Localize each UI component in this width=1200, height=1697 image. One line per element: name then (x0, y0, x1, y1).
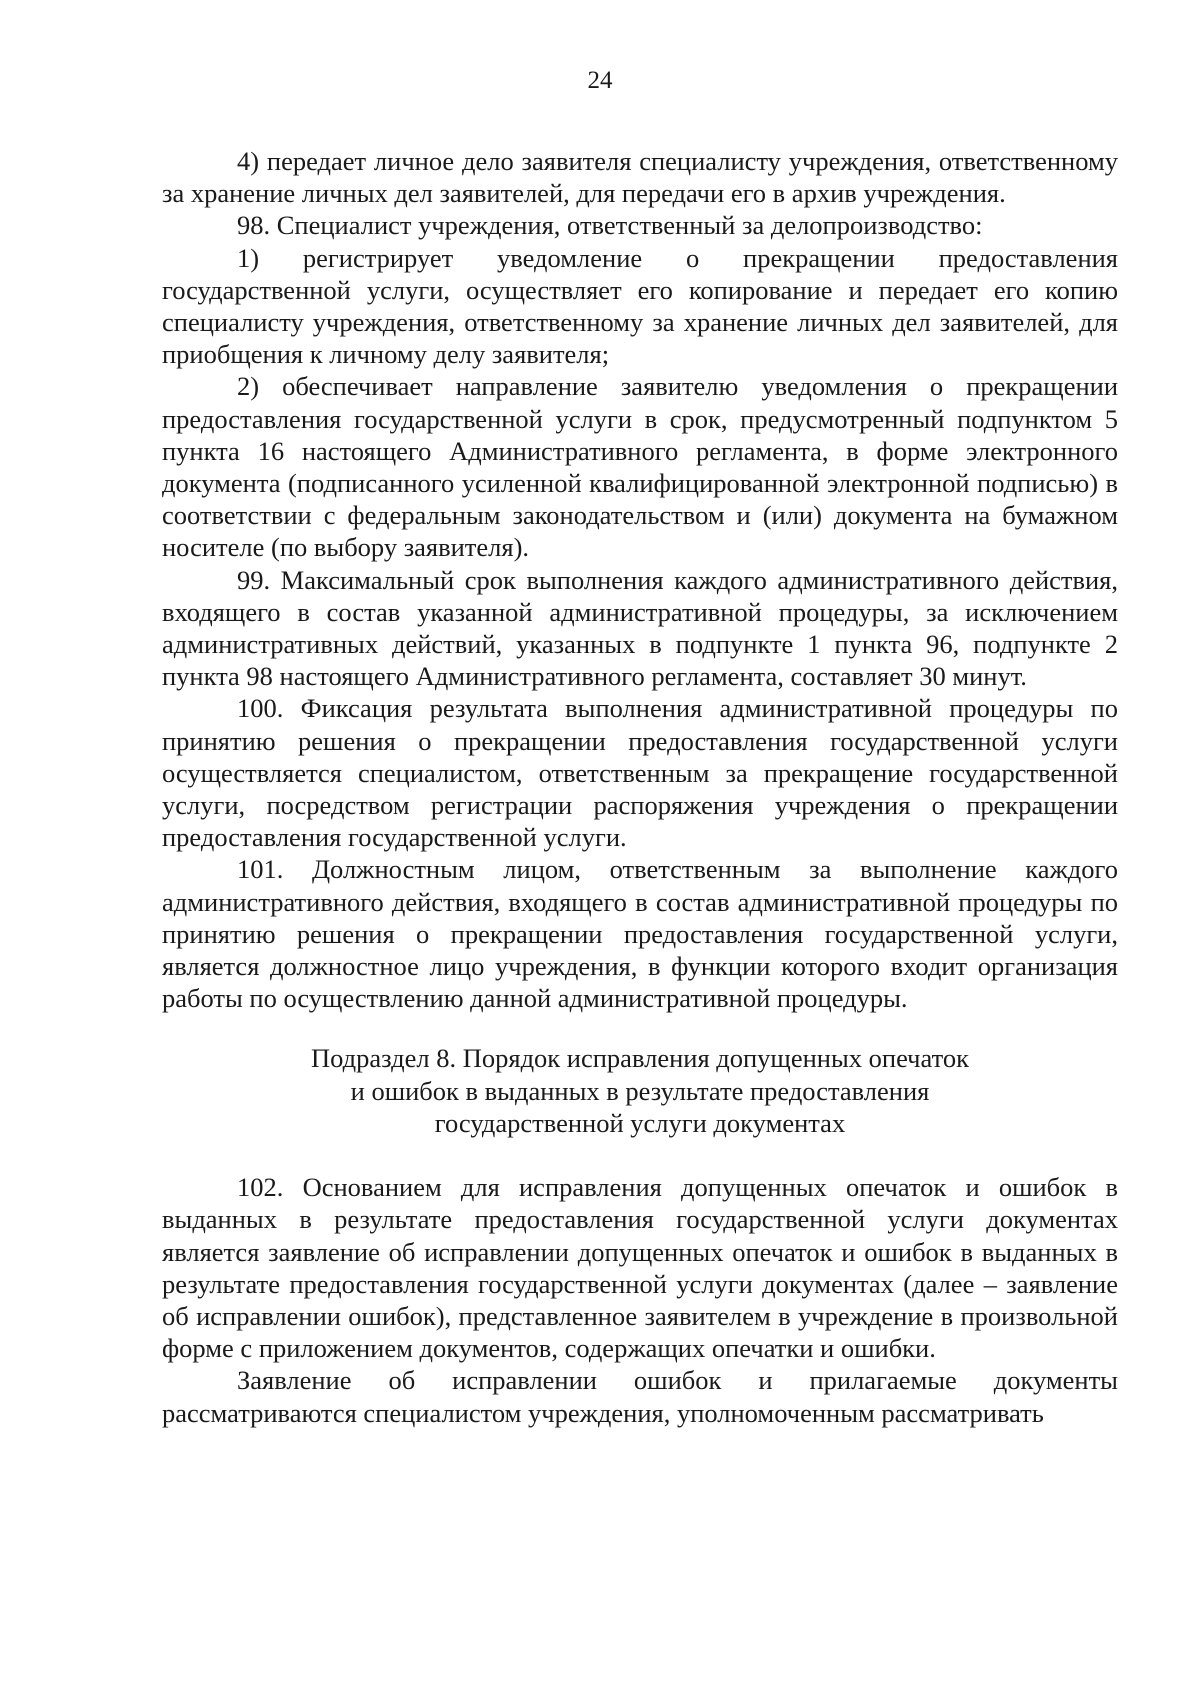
paragraph-99-max-term: 99. Максимальный срок выполнения каждого административного действия, входящего в состав указанной административной процедуры, за исключением административных действий, указанных в подпункте 1 пункта 96, подпункте 2 пункта 98 настоящего Административного регламента, составляет 30 минут. (162, 564, 1118, 692)
paragraph-98-item-2-notify: 2) обеспечивает направление заявителю уведомления о прекращении предоставления государственной услуги в срок, предусмотренный подпунктом 5 пункта 16 настоящего Административного регламента, в форме электронного документа (подписанного усиленной квалифицированной электронной подписью) в соответствии с федеральным законодательством и (или) документа на бумажном носителе (по выбору заявителя). (162, 371, 1118, 563)
paragraph-98-item-1-register: 1) регистрирует уведомление о прекращении предоставления государственной услуги, осуществляет его копирование и передает его копию специалисту учреждения, ответственному за хранение личных дел заявителей, для приобщения к личному делу заявителя; (162, 242, 1118, 370)
subsection-heading-line-2: и ошибок в выданных в результате предоставления (350, 1075, 930, 1106)
paragraph-item-4-transfer-file: 4) передает личное дело заявителя специалисту учреждения, ответственному за хранение личных дел заявителей, для передачи его в архив учреждения. (162, 146, 1118, 209)
page-number: 24 (587, 67, 613, 94)
document-body (162, 145, 1118, 1429)
paragraph-100-result-fixation: 100. Фиксация результата выполнения административной процедуры по принятию решения о прекращении предоставления государственной услуги осуществляется специалистом, ответственным за прекращение государственной услуги, посредством регистрации распоряжения учреждения о прекращении предоставления государственной услуги. (162, 693, 1118, 853)
paragraph-102-correction-grounds: 102. Основанием для исправления допущенных опечаток и ошибок в выданных в результате предоставления государственной услуги документах является заявление об исправлении допущенных опечаток и ошибок в выданных в результате предоставления государственной услуги документах (далее – заявление об исправлении ошибок), представленное заявителем в учреждение в произвольной форме с приложением документов, содержащих опечатки и ошибки. (162, 1172, 1118, 1364)
subsection-heading (162, 1042, 1118, 1139)
paragraph-101-responsible-official: 101. Должностным лицом, ответственным за выполнение каждого административного действия, входящего в состав административной процедуры по принятию решения о прекращении предоставления государственной услуги, является должностное лицо учреждения, в функции которого входит организация работы по осуществлению данной административной процедуры. (162, 854, 1118, 1014)
subsection-heading-line-1: Подраздел 8. Порядок исправления допущенных опечаток (311, 1043, 969, 1074)
paragraph-98-clerk-duties: 98. Специалист учреждения, ответственный за делопроизводство: (237, 210, 983, 241)
subsection-heading-line-3: государственной услуги документах (434, 1107, 846, 1138)
paragraph-application-review: Заявление об исправлении ошибок и прилагаемые документы рассматриваются специалистом учреждения, уполномоченным рассматривать (162, 1365, 1118, 1428)
